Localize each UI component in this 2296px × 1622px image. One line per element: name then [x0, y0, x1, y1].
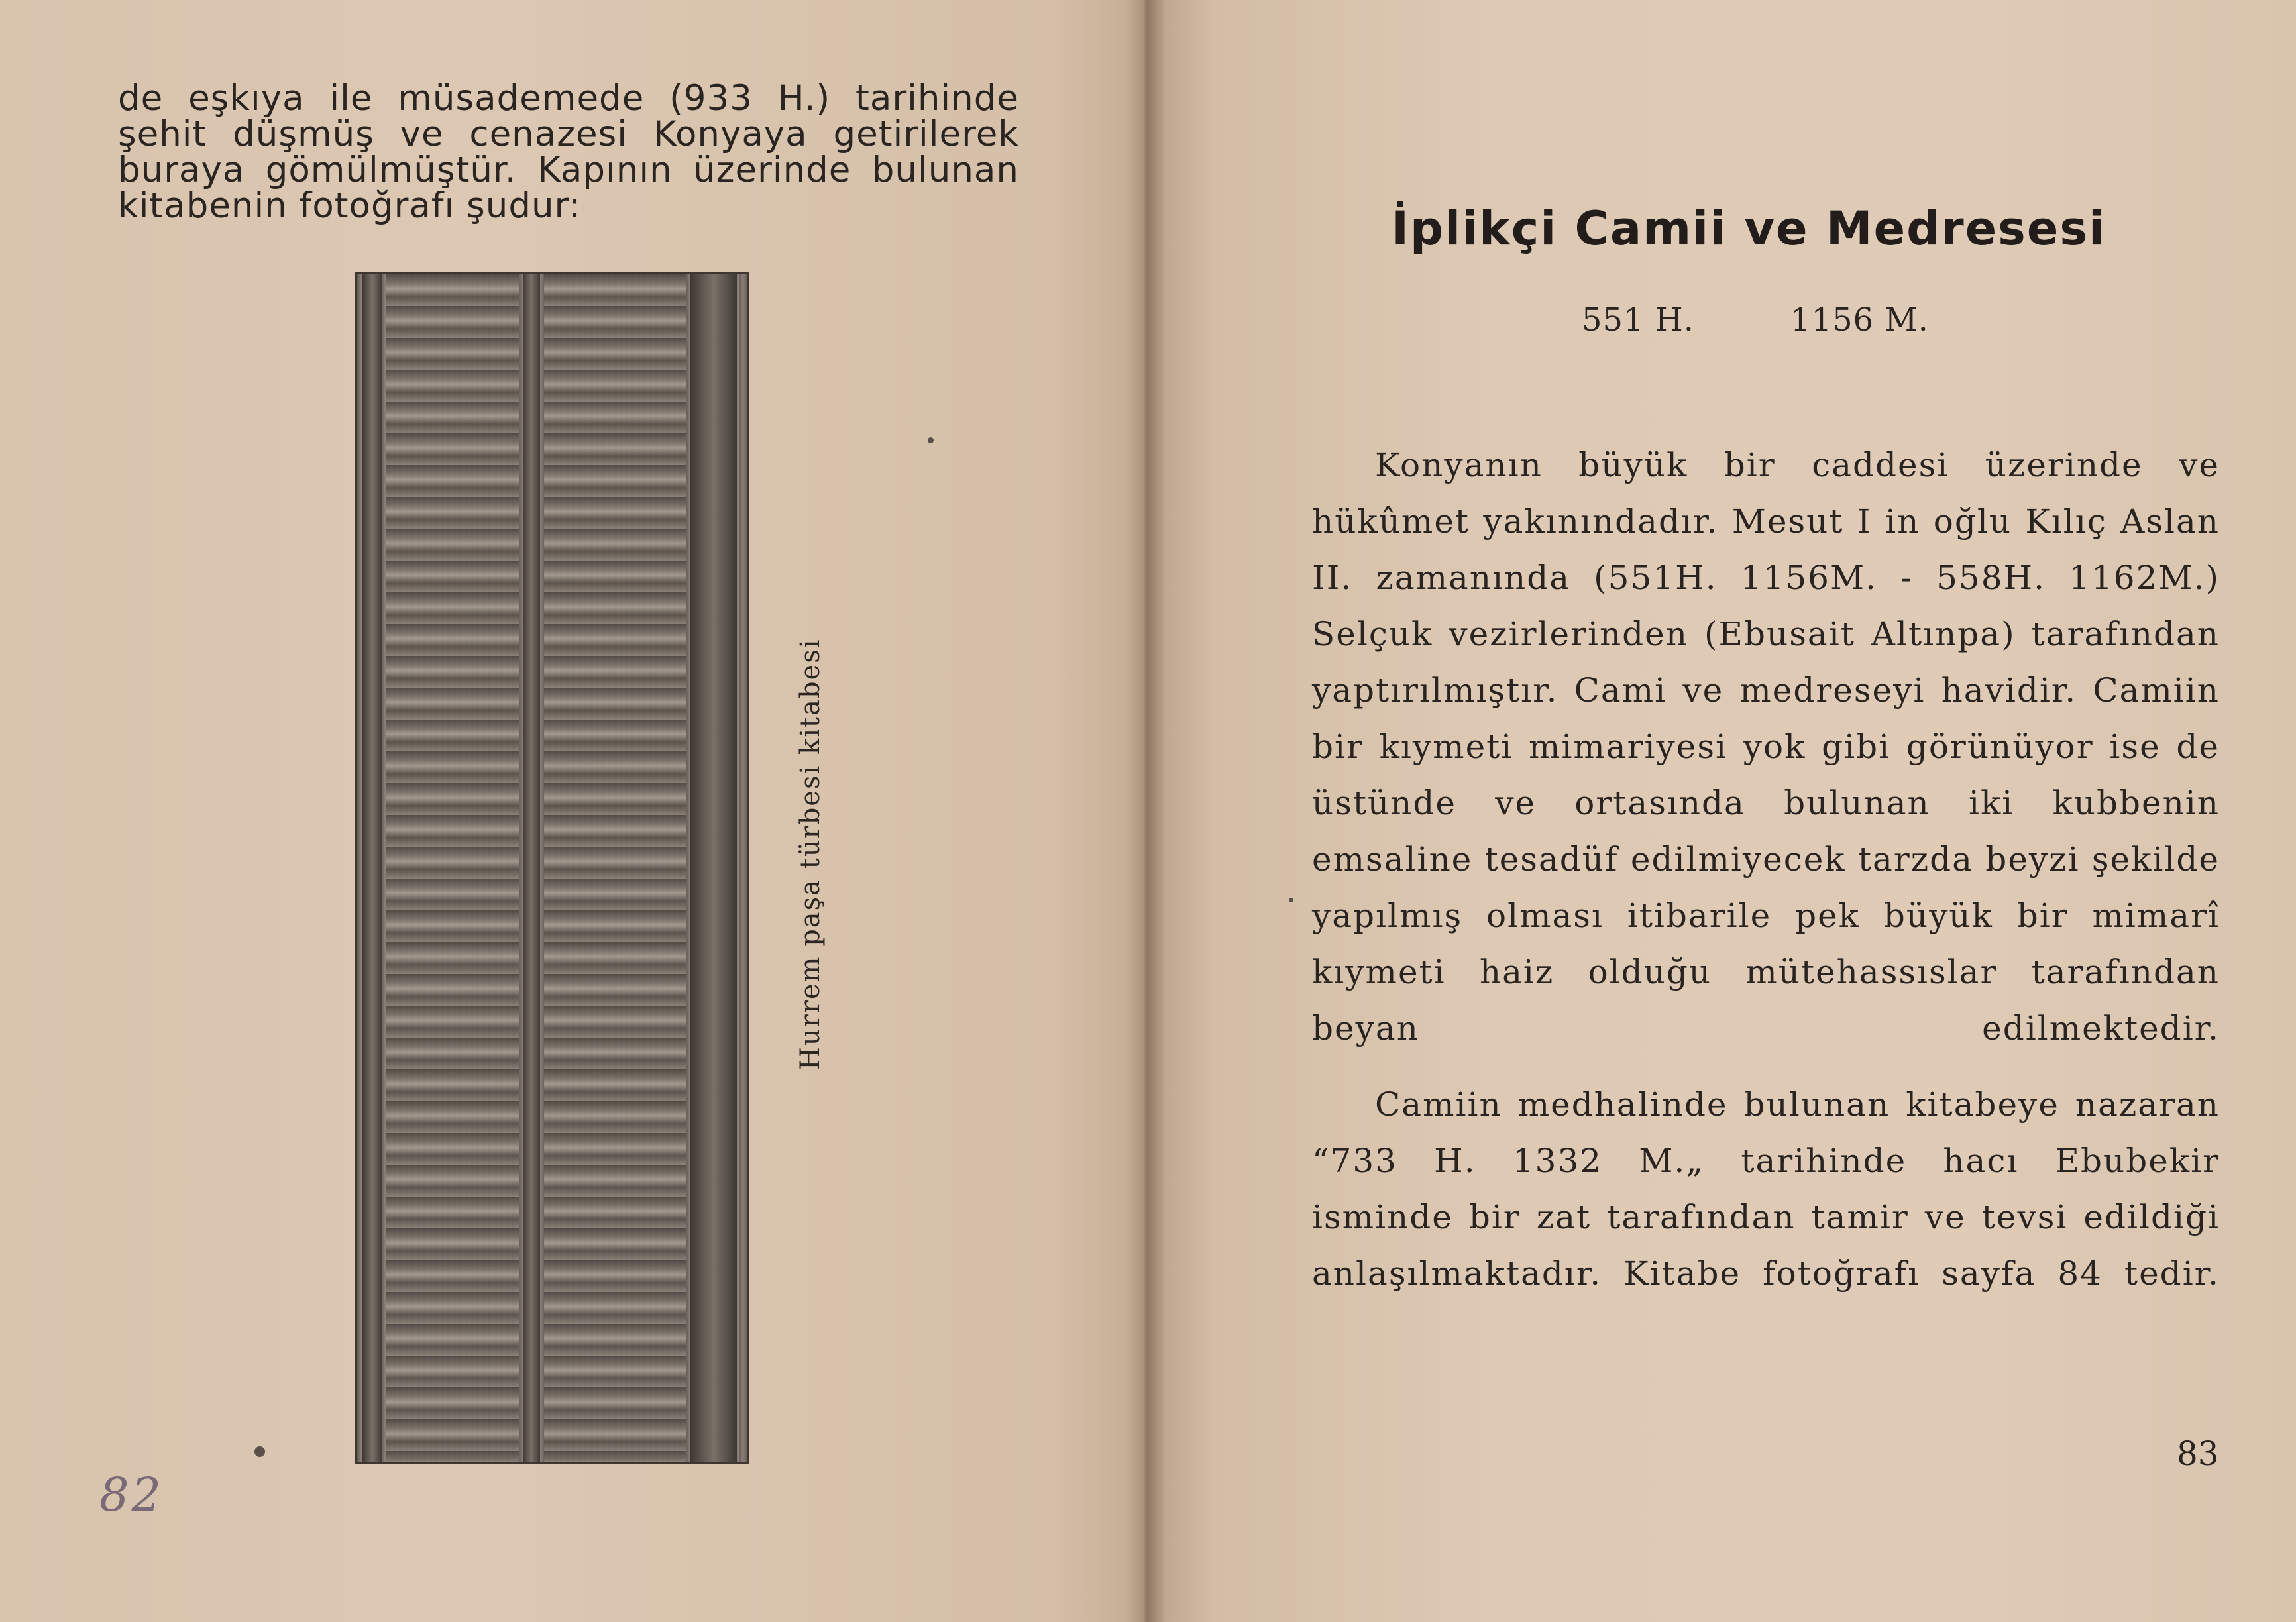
ink-spot [928, 437, 934, 443]
photo-frame-rail [362, 274, 382, 1462]
page-title: İplikçi Camii ve Medresesi [1392, 201, 2106, 256]
body-paragraph: Konyanın büyük bir caddesi üzerinde ve hükûmet yakınındadır. Mesut I in oğlu Kılıç Aslan II. zamanında (551H. 1156M. - 558H. 1162M.) Selçuk vezirlerinden (Ebusait Altınpa) tarafından yaptırılmıştır. Cami ve medreseyi havidir. Camiin bir kıymeti mimariyesi yok gibi görünüyor ise de üstünde ve ortasında bulunan iki kubbenin emsaline tesadüf edilmiyecek tarzda beyzi şekilde yapılmış olması itibarile pek büyük bir mimarî kıymeti haiz olduğu mütehassıslar tarafından beyan edilmektedir. [1312, 446, 2220, 1048]
date-hijri: 551 H. [1582, 301, 1694, 339]
photo-frame-rail [690, 274, 737, 1462]
left-paragraph: de eşkıya ile müsademede (933 H.) tarihinde şehit düşmüş ve cenazesi Konyaya getirilerek buraya gömülmüştür. Kapının üzerinde bulunan kitabenin fotoğrafı şudur: [118, 78, 1019, 226]
handwritten-page-number: 82 [99, 1468, 164, 1522]
photo-frame-rail [523, 274, 540, 1462]
inscription-photo [355, 272, 749, 1464]
right-page-text [1312, 437, 2220, 1322]
inscription-band [544, 274, 686, 1462]
book-gutter [1126, 0, 1166, 1622]
ink-spot [254, 1446, 265, 1457]
page-number: 83 [2177, 1434, 2219, 1473]
ink-spot [1289, 898, 1293, 902]
left-page-text [118, 78, 1019, 226]
body-paragraph: Camiin medhalinde bulunan kitabeye nazaran “733 H. 1332 M.„ tarihinde hacı Ebubekir isminde bir zat tarafından tamir ve tevsi edildiği anlaşılmaktadır. Kitabe fotoğrafı sayfa 84 tedir. [1312, 1085, 2220, 1293]
photo-caption: Hurrem paşa türbesi kitabesi [795, 638, 826, 1070]
inscription-band [386, 274, 519, 1462]
date-gregorian: 1156 M. [1790, 301, 1929, 339]
